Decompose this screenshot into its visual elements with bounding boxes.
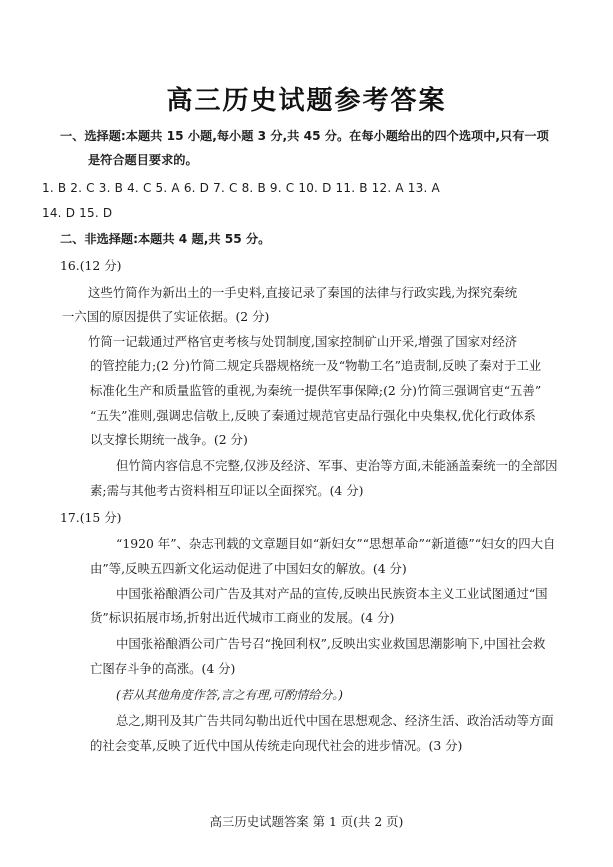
q17-line: 由”等,反映五四新文化运动促进了中国妇女的解放。(4 分) [90, 561, 407, 576]
q16-line: 这些竹简作为新出土的一手史料,直接记录了秦国的法律与行政实践,为探究秦统 [88, 285, 518, 300]
q17-label: 17.(15 分) [60, 510, 122, 525]
q16-line: 竹简一记载通过严格官吏考核与处罚制度,国家控制矿山开采,增强了国家对经济 [88, 334, 518, 349]
q17-line: 中国张裕酿酒公司广告及其对产品的宣传,反映出民族资本主义工业试图通过“国 [116, 586, 548, 601]
q16-line: 的管控能力;(2 分)竹简二规定兵器规格统一及“物勒工名”追责制,反映了秦对于工业 [90, 358, 542, 373]
q17-note: (若从其他角度作答,言之有理,可酌情给分。) [116, 688, 343, 702]
section1-heading-cont: 是符合题目要求的。 [88, 153, 198, 167]
mc-answers-row-1: 1. B 2. C 3. B 4. C 5. A 6. D 7. C 8. B 9. C 10. D 11. B 12. A 13. A [42, 181, 440, 195]
page-footer: 高三历史试题答案 第 1 页(共 2 页) [209, 814, 404, 829]
mc-answers-row-2: 14. D 15. D [42, 206, 113, 220]
q17-line: 总之,期刊及其广告共同勾勒出近代中国在思想观念、经济生活、政治活动等方面 [116, 713, 554, 728]
q16-line: 但竹简内容信息不完整,仅涉及经济、军事、吏治等方面,未能涵盖秦统一的全部因 [116, 458, 558, 473]
q16-line: 标准化生产和质量监管的重视,为秦统一提供军事保障;(2 分)竹简三强调官吏“五善” [90, 383, 542, 398]
q16-line: “五失”准则,强调忠信敬上,反映了秦通过规范官吏品行强化中央集权,优化行政体系 [90, 408, 536, 423]
page-title: 高三历史试题参考答案 [166, 86, 447, 116]
q17-line: 货”标识拓展市场,折射出近代城市工商业的发展。(4 分) [90, 610, 395, 625]
section2-heading: 二、非选择题:本题共 4 题,共 55 分。 [60, 232, 271, 246]
q17-line: 的社会变革,反映了近代中国从传统走向现代社会的进步情况。(3 分) [90, 738, 463, 753]
q16-line: 素;需与其他考古资料相互印证以全面探究。(4 分) [90, 483, 364, 498]
q16-line: 以支撑长期统一战争。(2 分) [90, 432, 248, 447]
q17-line: 中国张裕酿酒公司广告号召“挽回利权”,反映出实业救国思潮影响下,中国社会救 [116, 636, 546, 651]
section1-heading: 一、选择题:本题共 15 小题,每小题 3 分,共 45 分。在每小题给出的四个选项中,只有一项 [60, 129, 549, 143]
q17-line: 亡图存斗争的高涨。(4 分) [90, 661, 236, 676]
q17-line: “1920 年”、杂志刊载的文章题目如“新妇女”“思想革命”“新道德”“妇女的四大自 [116, 536, 556, 551]
q16-line: 一六国的原因提供了实证依据。(2 分) [62, 309, 270, 324]
q16-label: 16.(12 分) [60, 258, 122, 273]
